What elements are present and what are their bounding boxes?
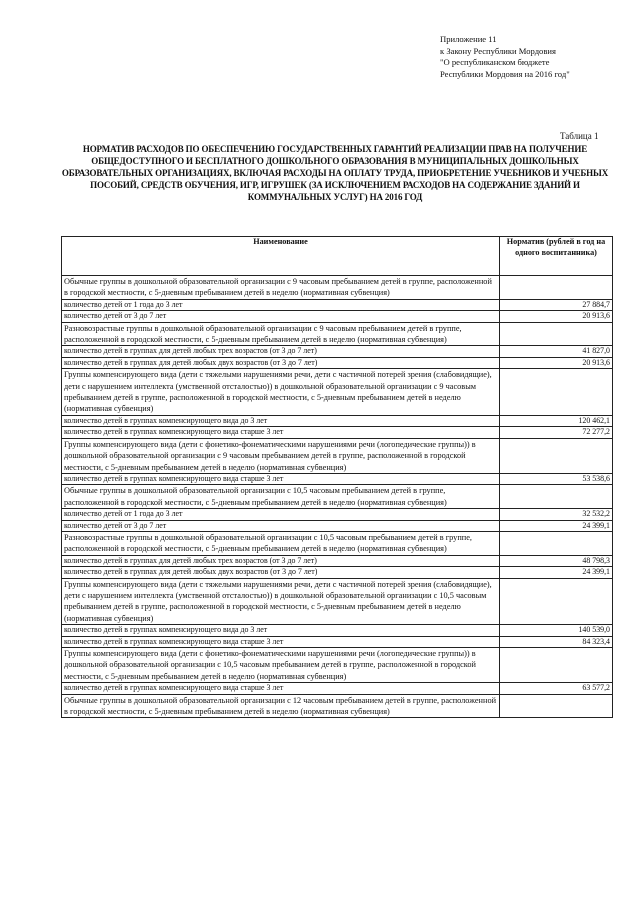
norm-value-cell <box>500 578 613 625</box>
norm-value-cell: 20 913,6 <box>500 311 613 322</box>
norm-value-cell <box>500 438 613 473</box>
norm-value-cell <box>500 531 613 555</box>
item-name-cell: количество детей в группах компенсирующего вида до 3 лет <box>62 415 500 426</box>
group-row <box>62 648 613 683</box>
group-row <box>62 694 613 718</box>
group-name-cell: Разновозрастные группы в дошкольной образовательной организации с 9 часовым пребыванием детей в группе, расположенной в городской местности, с 5-дневным пребыванием детей в неделю (нормативная субвенция) <box>62 322 500 346</box>
norm-value-cell: 20 913,6 <box>500 357 613 368</box>
table-row <box>62 520 613 531</box>
table-row <box>62 357 613 368</box>
item-name-cell: количество детей в группах для детей любых трех возрастов (от 3 до 7 лет) <box>62 555 500 566</box>
group-row <box>62 438 613 473</box>
norm-value-cell: 72 277,2 <box>500 427 613 438</box>
item-name-cell: количество детей от 1 года до 3 лет <box>62 299 500 310</box>
table-header-row <box>62 237 613 276</box>
group-name-cell: Группы компенсирующего вида (дети с фонетико-фонематическими нарушениями речи (логопедические группы)) в дошкольной образовательной организации с 9 часовым пребыванием детей в группе, расположенной в городской местности, с 5-дневным пребыванием детей в неделю (нормативная субвенция) <box>62 438 500 473</box>
norm-value-cell <box>500 322 613 346</box>
table-row <box>62 415 613 426</box>
item-name-cell: количество детей от 1 года до 3 лет <box>62 509 500 520</box>
item-name-cell: количество детей в группах для детей любых двух возрастов (от 3 до 7 лет) <box>62 567 500 578</box>
table-row <box>62 427 613 438</box>
table-body <box>62 276 613 718</box>
norm-value-cell <box>500 276 613 300</box>
table-row <box>62 636 613 647</box>
norm-value-cell <box>500 648 613 683</box>
group-row <box>62 485 613 509</box>
group-name-cell: Разновозрастные группы в дошкольной образовательной организации с 10,5 часовым пребыванием детей в группе, расположенной в городской местности, с 5-дневным пребыванием детей в неделю (нормативная субвенция) <box>62 531 500 555</box>
appendix-block <box>440 34 630 80</box>
document-title: НОРМАТИВ РАСХОДОВ ПО ОБЕСПЕЧЕНИЮ ГОСУДАРСТВЕННЫХ ГАРАНТИЙ РЕАЛИЗАЦИИ ПРАВ НА ПОЛУЧЕНИЕ ОБЩЕДОСТУПНОГО И БЕСПЛАТНОГО ДОШКОЛЬНОГО ОБРАЗОВАНИЯ В МУНИЦИПАЛЬНЫХ ДОШКОЛЬНЫХ ОБРАЗОВАТЕЛЬНЫХ ОРГАНИЗАЦИЯХ, ВКЛЮЧАЯ РАСХОДЫ НА ОПЛАТУ ТРУДА, ПРИОБРЕТЕНИЕ УЧЕБНИКОВ И УЧЕБНЫХ ПОСОБИЙ, СРЕДСТВ ОБУЧЕНИЯ, ИГР, ИГРУШЕК (ЗА ИСКЛЮЧЕНИЕМ РАСХОДОВ НА СОДЕРЖАНИЕ ЗДАНИЙ И КОММУНАЛЬНЫХ УСЛУГ) НА 2016 ГОД <box>61 144 609 202</box>
norm-value-cell <box>500 369 613 416</box>
norm-value-cell: 24 399,1 <box>500 567 613 578</box>
norm-value-cell: 53 538,6 <box>500 473 613 484</box>
group-name-cell: Обычные группы в дошкольной образовательной организации с 9 часовым пребыванием детей в группе, расположенной в городской местности, с 5-дневным пребыванием детей в неделю (нормативная субвенция) <box>62 276 500 300</box>
group-row <box>62 531 613 555</box>
item-name-cell: количество детей от 3 до 7 лет <box>62 520 500 531</box>
item-name-cell: количество детей в группах для детей любых двух возрастов (от 3 до 7 лет) <box>62 357 500 368</box>
table-row <box>62 509 613 520</box>
appendix-line: "О республиканском бюджете <box>440 57 550 67</box>
table-row <box>62 473 613 484</box>
item-name-cell: количество детей в группах компенсирующего вида старше 3 лет <box>62 473 500 484</box>
norm-value-cell <box>500 485 613 509</box>
header-name: Наименование <box>62 237 500 276</box>
norm-value-cell: 63 577,2 <box>500 683 613 694</box>
table-row <box>62 567 613 578</box>
group-name-cell: Группы компенсирующего вида (дети с фонетико-фонематическими нарушениями речи (логопедические группы)) в дошкольной образовательной организации с 10,5 часовым пребыванием детей в группе, расположенной в городской местности, с 5-дневным пребыванием детей в неделю (нормативная субвенция) <box>62 648 500 683</box>
item-name-cell: количество детей в группах компенсирующего вида старше 3 лет <box>62 427 500 438</box>
header-norm: Норматив (рублей в год на одного воспитанника) <box>500 237 613 276</box>
norms-table <box>61 236 613 718</box>
norm-value-cell: 84 323,4 <box>500 636 613 647</box>
group-name-cell: Группы компенсирующего вида (дети с тяжелыми нарушениями речи, дети с частичной потерей зрения (слабовидящие), дети с нарушением интеллекта (умственной отсталостью)) в дошкольной образовательной организации с 10,5 часовым пребыванием детей в группе, расположенной в городской местности, с 5-дневным пребыванием детей в неделю (нормативная субвенция) <box>62 578 500 625</box>
table-label: Таблица 1 <box>560 131 599 141</box>
item-name-cell: количество детей в группах компенсирующего вида старше 3 лет <box>62 683 500 694</box>
group-name-cell: Обычные группы в дошкольной образовательной организации с 12 часовым пребыванием детей в группе, расположенной в городской местности, с 5-дневным пребыванием детей в неделю (нормативная субвенция) <box>62 694 500 718</box>
norm-value-cell: 27 884,7 <box>500 299 613 310</box>
group-row <box>62 578 613 625</box>
appendix-line: Приложение 11 <box>440 34 497 44</box>
norm-value-cell: 48 798,3 <box>500 555 613 566</box>
group-name-cell: Обычные группы в дошкольной образовательной организации с 10,5 часовым пребыванием детей в группе, расположенной в городской местности, с 5-дневным пребыванием детей в неделю (нормативная субвенция) <box>62 485 500 509</box>
group-row <box>62 322 613 346</box>
item-name-cell: количество детей в группах компенсирующего вида старше 3 лет <box>62 636 500 647</box>
item-name-cell: количество детей от 3 до 7 лет <box>62 311 500 322</box>
table-row <box>62 299 613 310</box>
norm-value-cell: 120 462,1 <box>500 415 613 426</box>
table-row <box>62 346 613 357</box>
table-row <box>62 683 613 694</box>
group-name-cell: Группы компенсирующего вида (дети с тяжелыми нарушениями речи, дети с частичной потерей зрения (слабовидящие), дети с нарушением интеллекта (умственной отсталостью)) в дошкольной образовательной организации с 9 часовым пребыванием детей в группе, расположенной в городской местности, с 5-дневным пребыванием детей в неделю (нормативная субвенция) <box>62 369 500 416</box>
appendix-line: Республики Мордовия на 2016 год" <box>440 68 570 79</box>
table-row <box>62 555 613 566</box>
norm-value-cell: 32 532,2 <box>500 509 613 520</box>
table-row <box>62 625 613 636</box>
group-row <box>62 369 613 416</box>
table-row <box>62 311 613 322</box>
item-name-cell: количество детей в группах компенсирующего вида до 3 лет <box>62 625 500 636</box>
group-row <box>62 276 613 300</box>
norm-value-cell: 41 827,0 <box>500 346 613 357</box>
norm-value-cell: 24 399,1 <box>500 520 613 531</box>
appendix-line: к Закону Республики Мордовия <box>440 45 556 56</box>
norm-value-cell <box>500 694 613 718</box>
item-name-cell: количество детей в группах для детей любых трех возрастов (от 3 до 7 лет) <box>62 346 500 357</box>
norm-value-cell: 140 539,0 <box>500 625 613 636</box>
